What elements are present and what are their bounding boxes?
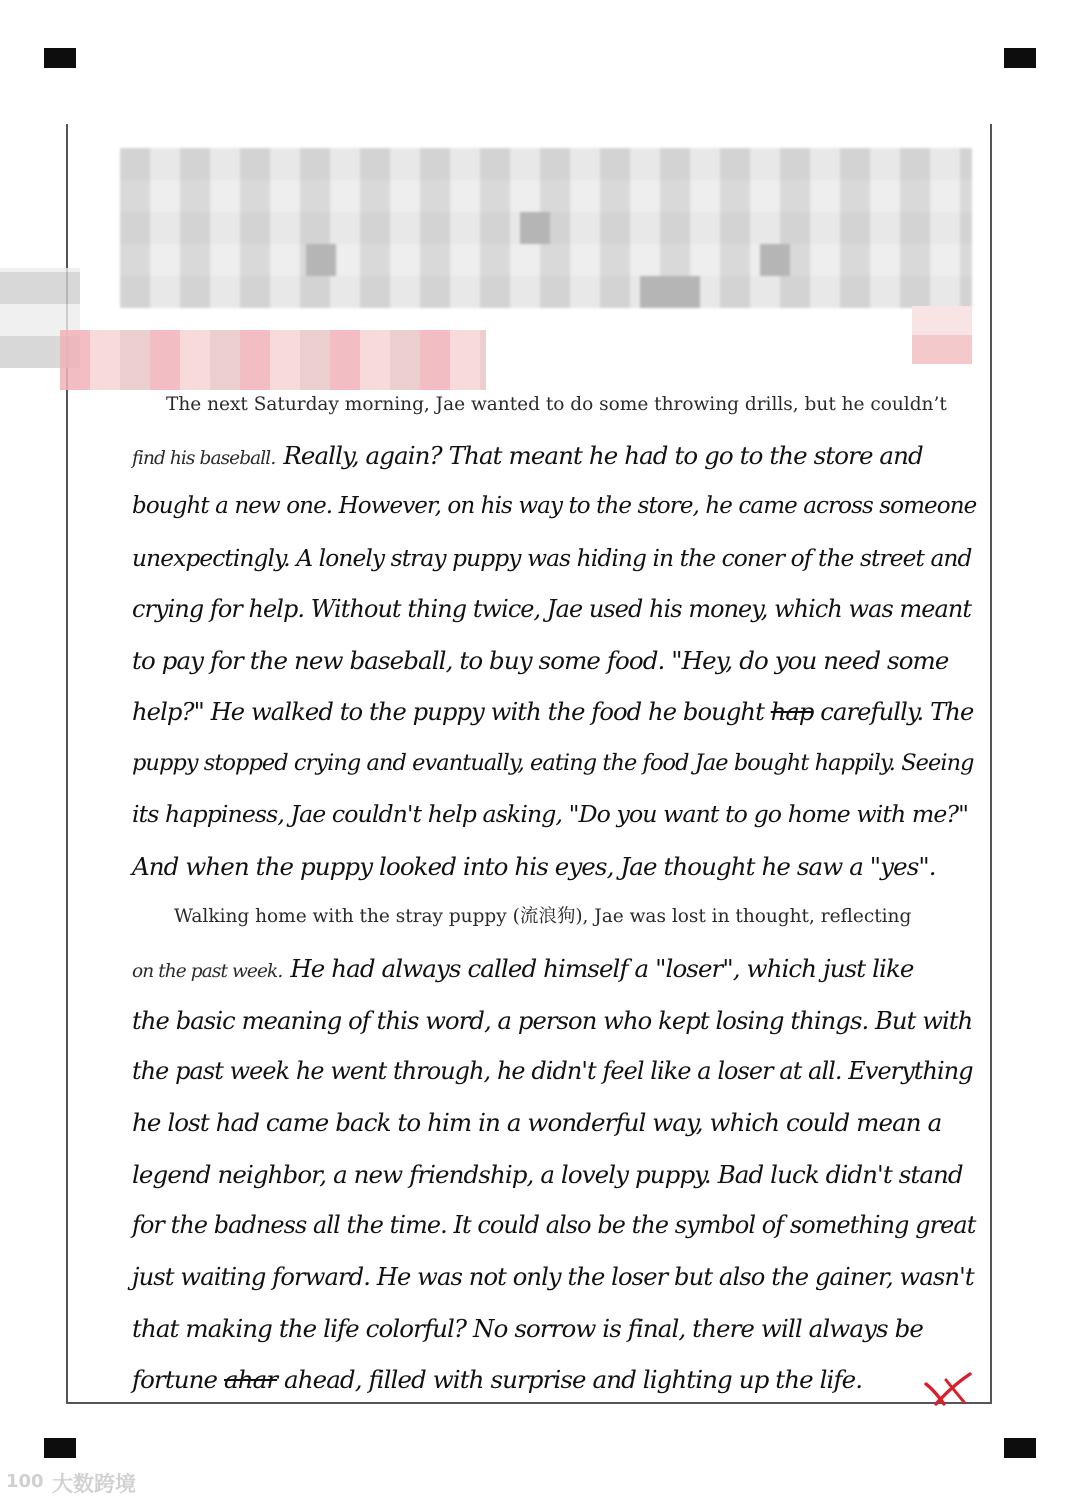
frame-tick-right xyxy=(990,124,992,152)
paragraph1-line-9: And when the puppy looked into his eyes, Jae thought he saw a "yes". xyxy=(132,852,936,881)
handwritten-text: help?" He walked to the puppy with the food he bought xyxy=(132,698,764,726)
handwritten-text: carefully. The xyxy=(820,698,974,726)
paragraph1-line-7: puppy stopped crying and evantually, eating the food Jae bought happily. Seeing xyxy=(132,750,974,776)
registration-mark-top-left xyxy=(44,48,76,68)
paragraph2-printed-lead: on the past week. xyxy=(132,961,283,982)
paragraph1-line-1 xyxy=(132,441,977,470)
paragraph2-line-5: legend neighbor, a new friendship, a lovely puppy. Bad luck didn't stand xyxy=(132,1160,963,1189)
paragraph2-line-4: he lost had came back to him in a wonderful way, which could mean a xyxy=(132,1108,942,1137)
paragraph2-line-7: just waiting forward. He was not only the loser but also the gainer, wasn't xyxy=(132,1263,974,1291)
paragraph2-line-2: the basic meaning of this word, a person who kept losing things. But with xyxy=(132,1007,973,1035)
handwritten-text: He had always called himself a "loser", which just like xyxy=(290,954,914,983)
paragraph1-line-8: its happiness, Jae couldn't help asking, "Do you want to go home with me?" xyxy=(132,800,969,828)
watermark-text: 大数跨境 xyxy=(52,1472,136,1496)
registration-mark-bottom-left xyxy=(44,1438,76,1458)
paragraph2-line-1 xyxy=(132,954,977,983)
frame-tick-left xyxy=(66,124,68,152)
redacted-seal-right xyxy=(912,306,972,364)
paragraph1-line-6 xyxy=(132,700,977,724)
paragraph1-printed-line: The next Saturday morning, Jae wanted to do some throwing drills, but he couldn’t xyxy=(166,394,947,415)
paragraph1-line-3: unexpectingly. A lonely stray puppy was hiding in the coner of the street and xyxy=(132,545,972,572)
paragraph1-line-2: bought a new one. However, on his way to the store, he came across someone xyxy=(132,493,977,519)
registration-mark-bottom-right xyxy=(1004,1438,1036,1458)
redacted-header xyxy=(120,148,972,308)
paragraph2-printed-line: Walking home with the stray puppy (流浪狗), Jae was lost in thought, reflecting xyxy=(174,906,912,927)
paragraph2-line-9 xyxy=(132,1365,977,1394)
struck-word: ahar xyxy=(224,1365,278,1394)
watermark-logo-icon: 100 xyxy=(6,1471,44,1492)
registration-mark-top-right xyxy=(1004,48,1036,68)
paragraph1-line-5: to pay for the new baseball, to buy some food. "Hey, do you need some xyxy=(132,646,949,675)
redacted-seal xyxy=(60,330,486,390)
paragraph2-line-6: for the badness all the time. It could also be the symbol of something great xyxy=(132,1211,976,1239)
handwritten-text: ahead, filled with surprise and lighting up the life. xyxy=(284,1365,863,1394)
paragraph2-line-8: that making the life colorful? No sorrow is final, there will always be xyxy=(132,1314,923,1343)
struck-word: hap xyxy=(770,698,814,726)
red-cross-mark xyxy=(924,1372,972,1406)
watermark xyxy=(6,1468,136,1499)
paragraph2-line-3: the past week he went through, he didn't feel like a loser at all. Everything xyxy=(132,1057,973,1085)
paragraph1-printed-lead: find his baseball. xyxy=(132,448,276,469)
handwritten-text: fortune xyxy=(132,1365,218,1394)
paragraph1-line-4: crying for help. Without thing twice, Jae used his money, which was meant xyxy=(132,595,972,623)
handwritten-text: Really, again? That meant he had to go to the store and xyxy=(283,441,923,470)
